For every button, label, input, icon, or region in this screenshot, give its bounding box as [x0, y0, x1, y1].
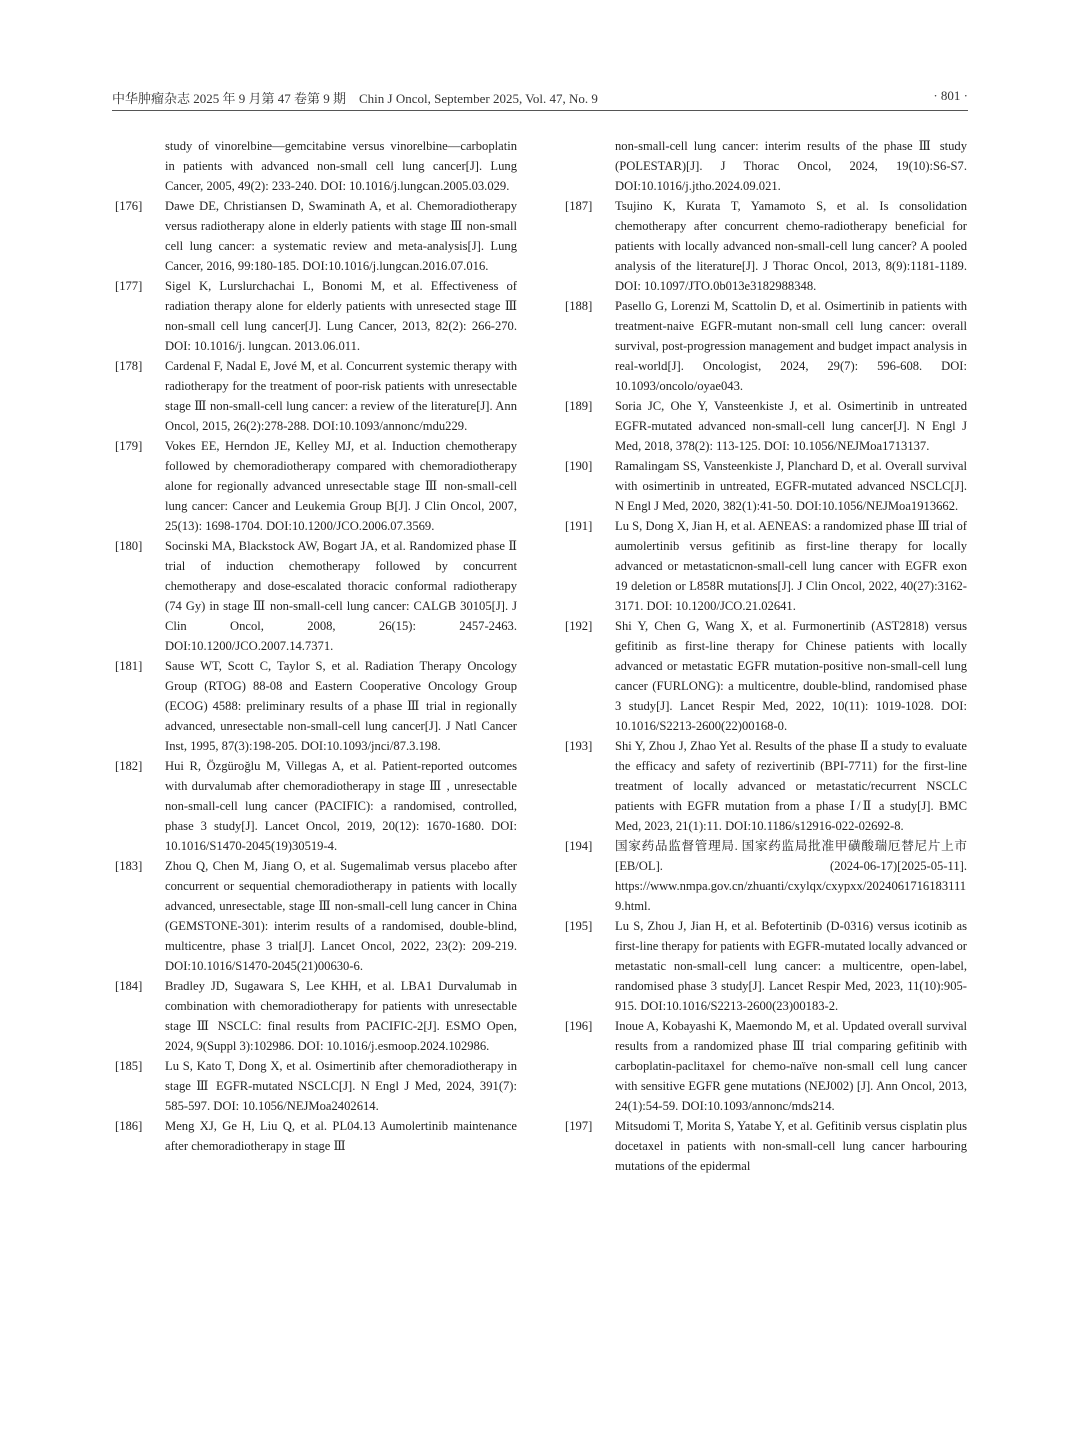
reference-text: Zhou Q, Chen M, Jiang O, et al. Sugemalimab versus placebo after concurrent or sequential chemoradiotherapy in patients with locally advanced, unresectable, stage Ⅲ non-small-cell lung cancer in China (GEMSTONE-301): interim results of a randomised, double-blind, multicentre, phase 3 trial[J]. Lancet Oncol, 2022, 23(2): 209-219. DOI:10.1016/S1470-2045(21)00630-6. — [165, 859, 517, 973]
reference-entry — [112, 536, 517, 656]
reference-number: [186] — [115, 1119, 143, 1133]
reference-entry — [562, 196, 967, 296]
page-number: · 801 · — [933, 88, 968, 103]
reference-text: Sigel K, Lurslurchachai L, Bonomi M, et al. Effectiveness of radiation therapy alone for elderly patients with unresected stage Ⅲ non-small cell lung cancer[J]. Lung Cancer, 2013, 82(2): 266-270. DOI: 10.1016/j. lungcan. 2013.06.011. — [165, 279, 517, 353]
reference-entry — [112, 436, 517, 536]
reference-number: [179] — [115, 439, 143, 453]
reference-number: [193] — [565, 739, 593, 753]
reference-column-left — [112, 136, 517, 1156]
reference-entry — [112, 856, 517, 976]
reference-text: Mitsudomi T, Morita S, Yatabe Y, et al. Gefitinib versus cisplatin plus docetaxel in patients with non-small-cell lung cancer harbouring mutations of the epidermal — [615, 1119, 967, 1173]
reference-entry — [562, 296, 967, 396]
running-header — [112, 86, 968, 111]
reference-number: [183] — [115, 859, 143, 873]
reference-number: [189] — [565, 399, 593, 413]
reference-number: [188] — [565, 299, 593, 313]
reference-number: [177] — [115, 279, 143, 293]
reference-text: Meng XJ, Ge H, Liu Q, et al. PL04.13 Aumolertinib maintenance after chemoradiotherapy in stage Ⅲ — [165, 1119, 517, 1153]
reference-text: study of vinorelbine—gemcitabine versus vinorelbine—carboplatin in patients with advanced non-small cell lung cancer[J]. Lung Cancer, 2005, 49(2): 233-240. DOI: 10.1016/j.lungcan.2005.03.029. — [165, 139, 517, 193]
reference-number: [191] — [565, 519, 593, 533]
reference-entry — [562, 396, 967, 456]
reference-entry — [112, 136, 517, 196]
reference-text: non-small-cell lung cancer: interim results of the phase Ⅲ study (POLESTAR)[J]. J Thorac Oncol, 2024, 19(10):S6-S7. DOI:10.1016/j.jtho.2024.09.021. — [615, 139, 967, 193]
reference-text: Socinski MA, Blackstock AW, Bogart JA, et al. Randomized phase Ⅱ trial of induction chemotherapy followed by concurrent chemotherapy and dose-escalated thoracic conformal radiotherapy (74 Gy) in stage Ⅲ non-small-cell lung cancer: CALGB 30105[J]. J Clin Oncol, 2008, 26(15): 2457-2463. DOI:10.1200/JCO.2007.14.7371. — [165, 539, 517, 653]
reference-entry — [112, 276, 517, 356]
reference-text: Lu S, Kato T, Dong X, et al. Osimertinib after chemoradiotherapy in stage Ⅲ EGFR-mutated NSCLC[J]. N Engl J Med, 2024, 391(7): 585-597. DOI: 10.1056/NEJMoa2402614. — [165, 1059, 517, 1113]
reference-text: Bradley JD, Sugawara S, Lee KHH, et al. LBA1 Durvalumab in combination with chemoradiotherapy for patients with unresectable stage Ⅲ NSCLC: final results from PACIFIC-2[J]. ESMO Open, 2024, 9(Suppl 3):102986. DOI: 10.1016/j.esmoop.2024.102986. — [165, 979, 517, 1053]
reference-number: [185] — [115, 1059, 143, 1073]
reference-text: Vokes EE, Herndon JE, Kelley MJ, et al. Induction chemotherapy followed by chemoradiotherapy compared with chemoradiotherapy alone for regionally advanced unresectable stage Ⅲ non-small-cell lung cancer: Cancer and Leukemia Group B[J]. J Clin Oncol, 2007, 25(13): 1698-1704. DOI:10.1200/JCO.2006.07.3569. — [165, 439, 517, 533]
reference-entry — [562, 916, 967, 1016]
reference-text: Tsujino K, Kurata T, Yamamoto S, et al. Is consolidation chemotherapy after concurrent chemo-radiotherapy beneficial for patients with locally advanced non-small-cell lung cancer? A pooled analysis of the literature[J]. J Thorac Oncol, 2013, 8(9):1181-1189. DOI: 10.1097/JTO.0b013e3182988348. — [615, 199, 967, 293]
reference-number: [190] — [565, 459, 593, 473]
reference-entry — [112, 976, 517, 1056]
reference-number: [194] — [565, 839, 593, 853]
reference-number: [197] — [565, 1119, 593, 1133]
reference-entry — [562, 136, 967, 196]
reference-text: Cardenal F, Nadal E, Jové M, et al. Concurrent systemic therapy with radiotherapy for the treatment of poor-risk patients with unresectable stage Ⅲ non-small-cell lung cancer: a review of the literature[J]. Ann Oncol, 2015, 26(2):278-288. DOI:10.1093/annonc/mdu229. — [165, 359, 517, 433]
reference-entry — [562, 1016, 967, 1116]
reference-entry — [112, 756, 517, 856]
reference-entry — [562, 456, 967, 516]
reference-text: Lu S, Dong X, Jian H, et al. AENEAS: a randomized phase Ⅲ trial of aumolertinib versus gefitinib as first-line therapy for locally advanced or metastaticnon-small-cell lung cancer with EGFR exon 19 deletion or L858R mutations[J]. J Clin Oncol, 2022, 40(27):3162-3171. DOI: 10.1200/JCO.21.02641. — [615, 519, 967, 613]
reference-text: Shi Y, Chen G, Wang X, et al. Furmonertinib (AST2818) versus gefitinib as first-line therapy for Chinese patients with locally advanced or metastatic EGFR mutation-positive non-small-cell lung cancer (FURLONG): a multicentre, double-blind, randomised phase 3 study[J]. Lancet Respir Med, 2022, 10(11): 1019-1028. DOI: 10.1016/S2213-2600(22)00168-0. — [615, 619, 967, 733]
reference-entry — [562, 736, 967, 836]
reference-entry — [112, 656, 517, 756]
reference-column-right — [562, 136, 967, 1176]
reference-text: Sause WT, Scott C, Taylor S, et al. Radiation Therapy Oncology Group (RTOG) 88-08 and Eastern Cooperative Oncology Group (ECOG) 4588: preliminary results of a phase Ⅲ trial in regionally advanced, unresectable non-small-cell lung cancer[J]. J Natl Cancer Inst, 1995, 87(3):198-205. DOI:10.1093/jnci/87.3.198. — [165, 659, 517, 753]
reference-text: Lu S, Zhou J, Jian H, et al. Befotertinib (D-0316) versus icotinib as first-line therapy for patients with EGFR-mutated locally advanced or metastatic non-small-cell lung cancer: a multicentre, open-label, randomised phase 3 study[J]. Lancet Respir Med, 2023, 11(10):905-915. DOI:10.1016/S2213-2600(23)00183-2. — [615, 919, 967, 1013]
reference-number: [182] — [115, 759, 143, 773]
reference-number: [180] — [115, 539, 143, 553]
reference-text: Dawe DE, Christiansen D, Swaminath A, et al. Chemoradiotherapy versus radiotherapy alone in elderly patients with stage Ⅲ non-small cell lung cancer: a systematic review and meta-analysis[J]. Lung Cancer, 2016, 99:180-185. DOI:10.1016/j.lungcan.2016.07.016. — [165, 199, 517, 273]
reference-text: Soria JC, Ohe Y, Vansteenkiste J, et al. Osimertinib in untreated EGFR-mutated advanced non-small-cell lung cancer[J]. N Engl J Med, 2018, 378(2): 113-125. DOI: 10.1056/NEJMoa1713137. — [615, 399, 967, 453]
reference-number: [181] — [115, 659, 143, 673]
reference-entry — [562, 836, 967, 916]
reference-entry — [112, 356, 517, 436]
reference-number: [184] — [115, 979, 143, 993]
reference-number: [176] — [115, 199, 143, 213]
reference-text: 国家药品监督管理局. 国家药监局批准甲磺酸瑞厄替尼片上市[EB/OL]. (2024-06-17)[2025-05-11]. https://www.nmpa.gov.cn/zhuanti/cxylqx/cxypxx/20240617161831119.html. — [615, 839, 967, 913]
reference-number: [196] — [565, 1019, 593, 1033]
reference-entry — [112, 1116, 517, 1156]
reference-number: [178] — [115, 359, 143, 373]
reference-number: [187] — [565, 199, 593, 213]
reference-entry — [112, 196, 517, 276]
reference-number: [192] — [565, 619, 593, 633]
reference-entry — [562, 1116, 967, 1176]
reference-text: Hui R, Özgüroğlu M, Villegas A, et al. Patient-reported outcomes with durvalumab after chemoradiotherapy in stage Ⅲ , unresectable non-small-cell lung cancer (PACIFIC): a randomised, controlled, phase 3 study[J]. Lancet Oncol, 2019, 20(12): 1670-1680. DOI: 10.1016/S1470-2045(19)30519-4. — [165, 759, 517, 853]
reference-entry — [562, 616, 967, 736]
reference-entry — [112, 1056, 517, 1116]
reference-text: Ramalingam SS, Vansteenkiste J, Planchard D, et al. Overall survival with osimertinib in untreated, EGFR-mutated advanced NSCLC[J]. N Engl J Med, 2020, 382(1):41-50. DOI:10.1056/NEJMoa1913662. — [615, 459, 967, 513]
reference-entry — [562, 516, 967, 616]
reference-text: Pasello G, Lorenzi M, Scattolin D, et al. Osimertinib in patients with treatment-naive EGFR-mutant non-small cell lung cancer: overall survival, post-progression management and budget impact analysis in real-world[J]. Oncologist, 2024, 29(7): 596-608. DOI: 10.1093/oncolo/oyae043. — [615, 299, 967, 393]
reference-text: Shi Y, Zhou J, Zhao Yet al. Results of the phase Ⅱ a study to evaluate the efficacy and safety of rezivertinib (BPI-7711) for the first-line treatment of locally advanced or metastatic/recurrent NSCLC patients with EGFR mutation from a phase Ⅰ/Ⅱ a study[J]. BMC Med, 2023, 21(1):11. DOI:10.1186/s12916-022-02692-8. — [615, 739, 967, 833]
reference-text: Inoue A, Kobayashi K, Maemondo M, et al. Updated overall survival results from a randomized phase Ⅲ trial comparing gefitinib with carboplatin-paclitaxel for chemo-naïve non-small cell lung cancer with sensitive EGFR gene mutations (NEJ002) [J]. Ann Oncol, 2013, 24(1):54-59. DOI:10.1093/annonc/mds214. — [615, 1019, 967, 1113]
journal-citation: 中华肿瘤杂志 2025 年 9 月第 47 卷第 9 期 Chin J Oncol, September 2025, Vol. 47, No. 9 — [112, 91, 598, 106]
reference-number: [195] — [565, 919, 593, 933]
